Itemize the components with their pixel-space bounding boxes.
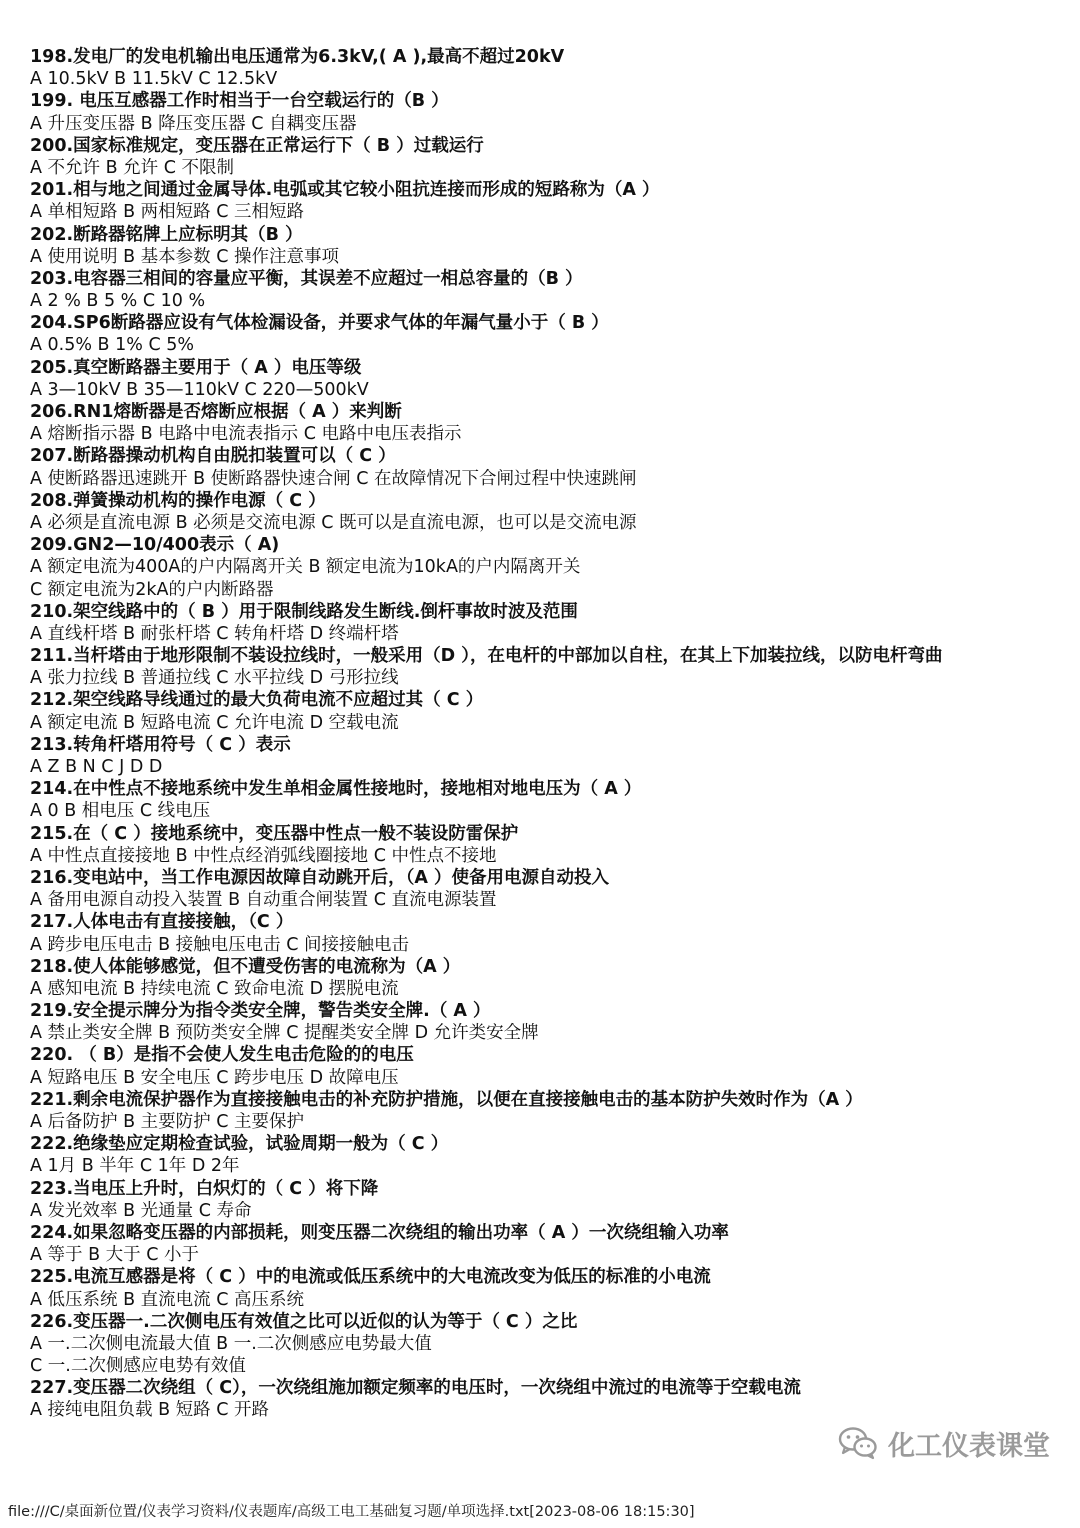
answer-options-line: A 发光效率 B 光通量 C 寿命 [30,1200,252,1221]
answer-options-line: A 直线杆塔 B 耐张杆塔 C 转角杆塔 D 终端杆塔 [30,623,399,644]
question-line: 211.当杆塔由于地形限制不装设拉线时，一般采用（D ），在电杆的中部加以自柱，在其上下加装拉线，以防电杆弯曲 [30,646,943,667]
question-line: 212.架空线路导线通过的最大负荷电流不应超过其（ C ） [30,690,484,711]
question-line: 223.当电压上升时，白炽灯的（ C ）将下降 [30,1178,379,1199]
answer-options-line: A 禁止类安全牌 B 预防类安全牌 C 提醒类安全牌 D 允许类安全牌 [30,1023,539,1044]
watermark [838,1423,1050,1463]
question-line: 214.在中性点不接地系统中发生单相金属性接地时，接地相对地电压为（ A ） [30,779,642,800]
answer-options-line: A 升压变压器 B 降压变压器 C 自耦变压器 [30,113,357,134]
question-line: 216.变电站中，当工作电源因故障自动跳开后，（A ）使备用电源自动投入 [30,867,610,888]
answer-options-line: A 单相短路 B 两相短路 C 三相短路 [30,202,305,223]
answer-options-line: A 3—10kV B 35—110kV C 220—500kV [30,379,369,400]
question-line: 222.绝缘垫应定期检查试验，试验周期一般为（ C ） [30,1134,449,1155]
question-line: 202.断路器铭牌上应标明其（B ） [30,224,303,245]
question-line: 210.架空线路中的（ B ）用于限制线路发生断线.倒杆事故时波及范围 [30,601,578,622]
question-line: 207.断路器操动机构自由脱扣装置可以（ C ） [30,446,396,467]
question-line: 225.电流互感器是将（ C ）中的电流或低压系统中的大电流改变为低压的标准的小电流 [30,1267,711,1288]
question-line: 209.GN2—10/400表示（ A) [30,535,280,556]
footer-file-path: file:///C/桌面新位置/仪表学习资料/仪表题库/高级工电工基础复习题/单项选择.txt[2023-08-06 18:15:30] [8,1504,695,1520]
question-line: 221.剩余电流保护器作为直接接触电击的补充防护措施，以便在直接接触电击的基本防护失效时作为（A ） [30,1089,863,1110]
answer-options-line: A Z B N C J D D [30,757,163,778]
watermark-text: 化工仪表课堂 [888,1430,1050,1462]
answer-options-line: A 额定电流 B 短路电流 C 允许电流 D 空载电流 [30,712,399,733]
question-line: 205.真空断路器主要用于（ A ）电压等级 [30,357,362,378]
question-line: 204.SP6断路器应设有气体检漏设备，并要求气体的年漏气量小于（ B ） [30,313,609,334]
question-line: 199. 电压互感器工作时相当于一台空载运行的（B ） [30,91,449,112]
answer-options-line: A 感知电流 B 持续电流 C 致命电流 D 摆脱电流 [30,978,399,999]
answer-options-line: A 跨步电压电击 B 接触电压电击 C 间接接触电击 [30,934,410,955]
answer-options-line: A 0.5% B 1% C 5% [30,335,194,356]
answer-options-line: A 短路电压 B 安全电压 C 跨步电压 D 故障电压 [30,1067,399,1088]
answer-options-line: A 使断路器迅速跳开 B 使断路器快速合闸 C 在故障情况下合闸过程中快速跳闸 [30,468,637,489]
answer-options-line: A 中性点直接接地 B 中性点经消弧线圈接地 C 中性点不接地 [30,845,497,866]
question-line: 200.国家标准规定，变压器在正常运行下（ B ）过载运行 [30,135,484,156]
answer-options-line: A 10.5kV B 11.5kV C 12.5kV [30,69,278,90]
answer-options-line: A 2 % B 5 % C 10 % [30,291,206,312]
answer-options-line: A 1月 B 半年 C 1年 D 2年 [30,1156,240,1177]
answer-options-line: A 不允许 B 允许 C 不限制 [30,157,235,178]
question-line: 219.安全提示牌分为指令类安全牌，警告类安全牌.（ A ） [30,1001,491,1022]
document-body [30,46,1050,1422]
question-line: 226.变压器一.二次侧电压有效值之比可以近似的认为等于（ C ）之比 [30,1311,578,1332]
question-line: 224.如果忽略变压器的内部损耗，则变压器二次绕组的输出功率（ A ）一次绕组输入功率 [30,1222,729,1243]
answer-options-line: A 必须是直流电源 B 必须是交流电源 C 既可以是直流电源，也可以是交流电源 [30,512,637,533]
question-line: 215.在（ C ）接地系统中，变压器中性点一般不装设防雷保护 [30,823,519,844]
answer-options-line: A 等于 B 大于 C 小于 [30,1245,200,1266]
answer-options-line: A 接纯电阻负载 B 短路 C 开路 [30,1400,270,1421]
answer-options-line: A 额定电流为400A的户内隔离开关 B 额定电流为10kA的户内隔离开关 [30,557,581,578]
question-line: 227.变压器二次绕组（ C），一次绕组施加额定频率的电压时，一次绕组中流过的电流等于空载电流 [30,1378,801,1399]
wechat-icon [838,1426,878,1460]
question-line: 201.相与地之间通过金属导体.电弧或其它较小阻抗连接而形成的短路称为（A ） [30,180,660,201]
question-line: 198.发电厂的发电机输出电压通常为6.3kV,( A ),最高不超过20kV [30,47,565,67]
question-line: 220. （ B）是指不会使人发生电击危险的的电压 [30,1045,414,1066]
answer-options-line: C 额定电流为2kA的户内断路器 [30,579,274,600]
answer-options-line: C 一.二次侧感应电势有效值 [30,1356,246,1377]
answer-options-line: A 低压系统 B 直流电流 C 高压系统 [30,1289,305,1310]
answer-options-line: A 使用说明 B 基本参数 C 操作注意事项 [30,246,340,267]
answer-options-line: A 0 B 相电压 C 线电压 [30,801,211,822]
answer-options-line: A 后备防护 B 主要防护 C 主要保护 [30,1112,305,1133]
question-line: 213.转角杆塔用符号（ C ）表示 [30,734,291,755]
question-line: 217.人体电击有直接接触，（C ） [30,912,294,933]
answer-options-line: A 一.二次侧电流最大值 B 一.二次侧感应电势最大值 [30,1333,432,1354]
answer-options-line: A 备用电源自动投入装置 B 自动重合闸装置 C 直流电源装置 [30,890,497,911]
question-line: 203.电容器三相间的容量应平衡，其误差不应超过一相总容量的（B ） [30,268,583,289]
question-line: 206.RN1熔断器是否熔断应根据（ A ）来判断 [30,402,402,422]
answer-options-line: A 张力拉线 B 普通拉线 C 水平拉线 D 弓形拉线 [30,668,399,689]
question-line: 208.弹簧操动机构的操作电源（ C ） [30,490,326,511]
question-line: 218.使人体能够感觉，但不遭受伤害的电流称为（A ） [30,956,461,977]
answer-options-line: A 熔断指示器 B 电路中电流表指示 C 电路中电压表指示 [30,424,462,445]
